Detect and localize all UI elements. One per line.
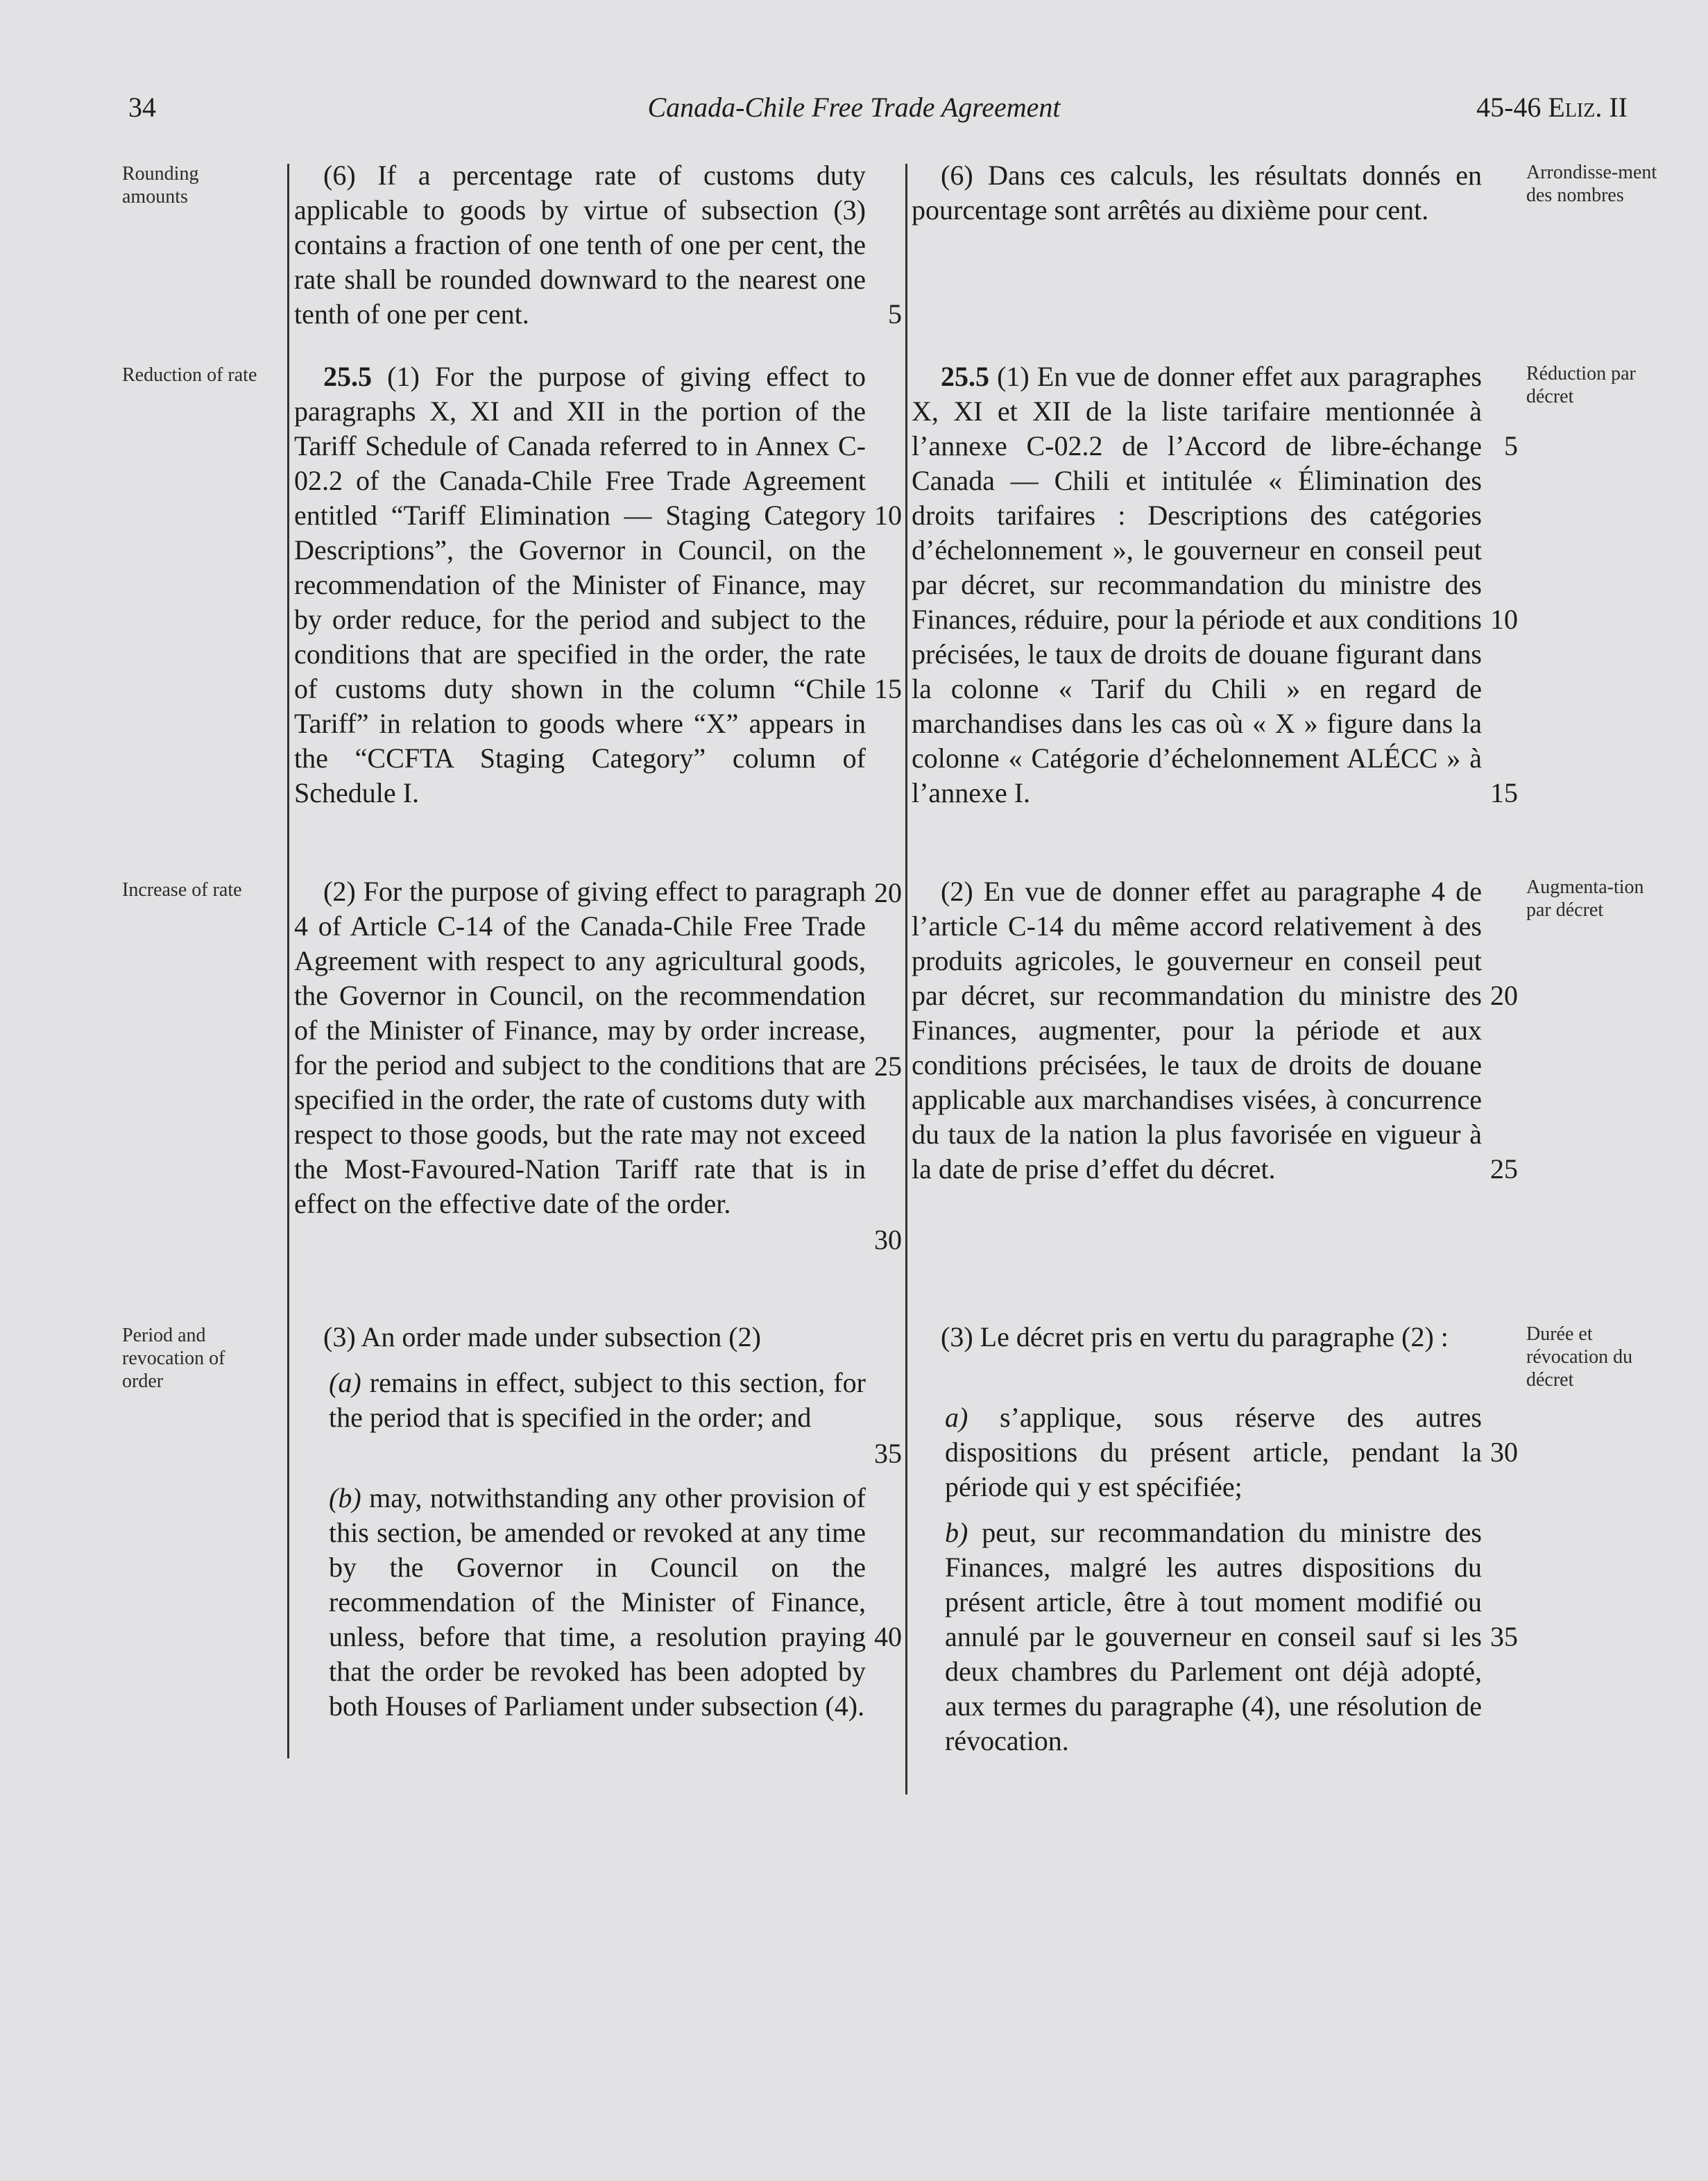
margin-note-period-en: Period and revocation of order [122, 1325, 225, 1392]
margin-note-rounding-fr: Arrondisse-ment des nombres [1526, 162, 1657, 206]
french-paragraph-3a-label: a) [945, 1402, 968, 1433]
french-paragraph-3b [945, 1516, 1482, 1758]
french-line-number: 30 [1490, 1436, 1518, 1468]
french-line-number: 20 [1490, 980, 1518, 1011]
french-paragraph-3b-label: b) [945, 1517, 968, 1548]
french-paragraph-3b-text: peut, sur recommandation du ministre des Finances, malgré les autres dispositions du présent article, être à tout moment modifié ou annulé par le gouverneur en conseil sauf si les deux chambres du Parlement ont déjà adopté, aux termes du paragraphe (4), une résolution de révocation. [945, 1517, 1482, 1756]
french-subsection-2: (2) En vue de donner effet au paragraphe 4 de l’article C-14 du même accord relativement à des produits agricoles, le gouverneur en conseil peut par décret, sur recommandation du ministre des Finances, augmenter, pour la période et aux conditions précisées, le taux de droits de douane applicable aux marchandises visées, à concurrence du taux de la nation la plus favorisée en vigueur à la date de prise d’effet du décret. [912, 876, 1482, 1185]
english-subsection-2: (2) For the purpose of giving effect to paragraph 4 of Article C-14 of the Canada-Chile Free Trade Agreement with respect to any agricultural goods, the Governor in Council, on the recommendation of the Minister of Finance, may by order increase, for the period and subject to the conditions that are specified in the order, the rate of customs duty with respect to those goods, but the rate may not exceed the Most-Favoured-Nation Tariff rate that is in effect on the effective date of the order. [294, 876, 866, 1219]
english-line-number: 25 [874, 1051, 902, 1082]
french-line-number: 25 [1490, 1153, 1518, 1185]
page-number: 34 [128, 92, 156, 123]
english-line-number: 10 [874, 500, 902, 531]
french-line-number: 10 [1490, 604, 1518, 635]
english-paragraph-3a [329, 1366, 866, 1435]
english-paragraph-3b [329, 1481, 866, 1724]
english-subsection-6: (6) If a percentage rate of customs duty applicable to goods by virtue of subsection (3) contains a fraction of one tenth of one per cent, the rate shall be rounded downward to the nearest one tenth of one per cent. [294, 160, 866, 330]
margin-note-reduction-fr: Réduction par décret [1526, 363, 1636, 407]
regnal-year-eliz: Eliz [1548, 92, 1596, 123]
french-paragraph-3a-text: s’applique, sous réserve des autres dispositions du présent article, pendant la période qui y est spécifiée; [945, 1402, 1482, 1502]
english-paragraph-3a-label: (a) [329, 1367, 361, 1398]
english-line-number: 5 [888, 298, 902, 330]
english-line-number: 20 [874, 877, 902, 908]
french-line-number: 15 [1490, 777, 1518, 808]
margin-note-rounding-en: Rounding amounts [122, 163, 199, 207]
french-line-number: 5 [1504, 430, 1518, 461]
english-section-25-5-1 [294, 359, 866, 811]
french-subsection-6: (6) Dans ces calculs, les résultats donnés en pourcentage sont arrêtés au dixième pour cent. [912, 160, 1482, 226]
french-line-number: 35 [1490, 1621, 1518, 1652]
running-title: Canada-Chile Free Trade Agreement [647, 92, 1061, 123]
margin-note-period-fr: Durée et révocation du décret [1526, 1323, 1633, 1391]
regnal-year-prefix: 45-46 [1476, 92, 1548, 123]
regnal-year-suffix: . II [1595, 92, 1628, 123]
french-paragraph-3a [945, 1400, 1482, 1504]
english-line-number: 15 [874, 673, 902, 704]
margin-note-increase-fr: Augmenta-tion par décret [1526, 876, 1644, 921]
english-section-25-5-1-text: (1) For the purpose of giving effect to paragraphs X, XI and XII in the portion of the Tariff Schedule of Canada referred to in Annex C-02.2 of the Canada-Chile Free Trade Agreement entitled “Tariff Elimination — Staging Category Descriptions”, the Governor in Council, on the recommendation of the Minister of Finance, may by order reduce, for the period and subject to the conditions that are specified in the order, the rate of customs duty shown in the column “Chile Tariff” in relation to goods where “X” appears in the “CCFTA Staging Category” column of Schedule I. [294, 361, 866, 808]
english-line-number: 30 [874, 1224, 902, 1255]
english-section-number: 25.5 [323, 361, 372, 392]
english-line-number: 40 [874, 1621, 902, 1652]
english-column-rule [287, 164, 289, 1758]
english-paragraph-3a-text: remains in effect, subject to this section, for the period that is specified in the order; and [329, 1367, 866, 1433]
french-section-number: 25.5 [941, 361, 989, 392]
margin-note-increase-en: Increase of rate [122, 879, 242, 901]
french-subsection-3-intro: (3) Le décret pris en vertu du paragraphe (2) : [941, 1321, 1449, 1352]
english-paragraph-3b-text: may, notwithstanding any other provision of this section, be amended or revoked at any time by the Governor in Council on the recommendation of the Minister of Finance, unless, before that time, a resolution praying that the order be revoked has been adopted by both Houses of Parliament under subsection (4). [329, 1482, 866, 1722]
french-section-25-5-1 [912, 359, 1482, 811]
english-paragraph-3b-label: (b) [329, 1482, 361, 1513]
english-line-number: 35 [874, 1438, 902, 1469]
regnal-year [1476, 90, 1628, 125]
french-section-25-5-1-text: (1) En vue de donner effet aux paragraphes X, XI et XII de la liste tarifaire mentionnée à l’annexe C-02.2 de l’Accord de libre-échange Canada — Chili et intitulée « Élimination des droits tarifaires : Descriptions des catégories d’échelonnement », le gouverneur en conseil peut par décret, sur recommandation du ministre des Finances, réduire, pour la période et aux conditions précisées, le taux de droits de douane figurant dans la colonne « Tarif du Chili » en regard de marchandises dans les cas où « X » figure dans la colonne « Catégorie d’échelonnement ALÉCC » à l’annexe I. [912, 361, 1482, 808]
english-subsection-3-intro: (3) An order made under subsection (2) [323, 1321, 761, 1352]
column-divider-rule [905, 164, 907, 1794]
margin-note-reduction-en: Reduction of rate [122, 364, 257, 386]
